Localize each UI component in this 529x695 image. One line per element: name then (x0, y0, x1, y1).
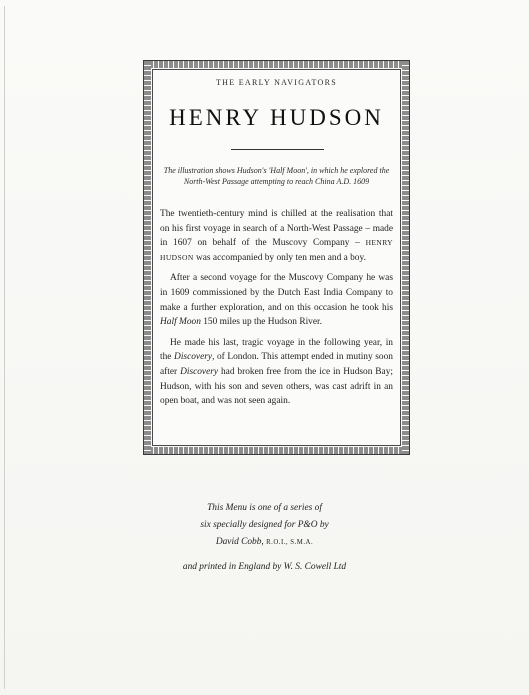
page-title: HENRY HUDSON (169, 105, 384, 130)
paragraph-1 (160, 207, 393, 265)
paragraph-3-text-c: had broken free from the ice in Hudson Bay; Hudson, with his son and seven others, was cast adrift in an open boat, and was not seen again. (160, 366, 393, 407)
decorative-frame (143, 60, 410, 455)
caption-line-1: The illustration shows Hudson's 'Half Moon', in which he explored the (163, 166, 390, 175)
frame-border-top (144, 61, 409, 68)
credits-line-2: six specially designed for P&O by (200, 520, 329, 530)
credits-gap (0, 551, 529, 559)
paragraph-1-text-a: The twentieth-century mind is chilled at the realisation that on his first voyage in search of a North-West Passage – made in 1607 on behalf of the Muscovy Company – (160, 209, 393, 249)
paragraph-3-ship-name-1: Discovery (174, 352, 213, 363)
caption-line-2: North-West Passage attempting to reach China A.D. 1609 (183, 177, 370, 186)
paragraph-3-text-a: He made his last, tragic voyage in the following year, in the (160, 337, 393, 363)
paragraph-1-name: HENRY HUDSON (160, 238, 393, 262)
paragraph-3-ship-name-2: Discovery (180, 366, 219, 377)
series-title: THE EARLY NAVIGATORS (215, 78, 338, 87)
paragraph-3 (160, 336, 393, 409)
paragraph-2 (160, 271, 393, 329)
paragraph-2-ship-name: Half Moon (160, 317, 201, 328)
title-divider (231, 149, 324, 150)
paragraph-1-text-b: was accompanied by only ten men and a boy. (193, 252, 366, 263)
frame-border-bottom (144, 447, 409, 454)
menu-credits (0, 500, 529, 576)
artist-letters: R.O.I., S.M.A. (266, 539, 314, 546)
credits-line-4: and printed in England by W. S. Cowell Ltd (182, 562, 347, 572)
paragraph-3-text-b: , of London. This attempt ended in mutiny soon after (160, 352, 393, 377)
artist-name: David Cobb, (215, 537, 264, 547)
credits-line-1: This Menu is one of a series of (207, 503, 322, 513)
credits-line-3 (0, 534, 529, 551)
biography-text (160, 207, 393, 415)
paragraph-2-text-a: After a second voyage for the Muscovy Company he was in 1609 commissioned by the Dutch East India Company to make a further exploration, and on this occasion he took his (160, 273, 393, 313)
illustration-caption (158, 165, 395, 187)
paragraph-2-text-b: 150 miles up the Hudson River. (200, 317, 322, 328)
page-edge-shadow (4, 6, 5, 689)
